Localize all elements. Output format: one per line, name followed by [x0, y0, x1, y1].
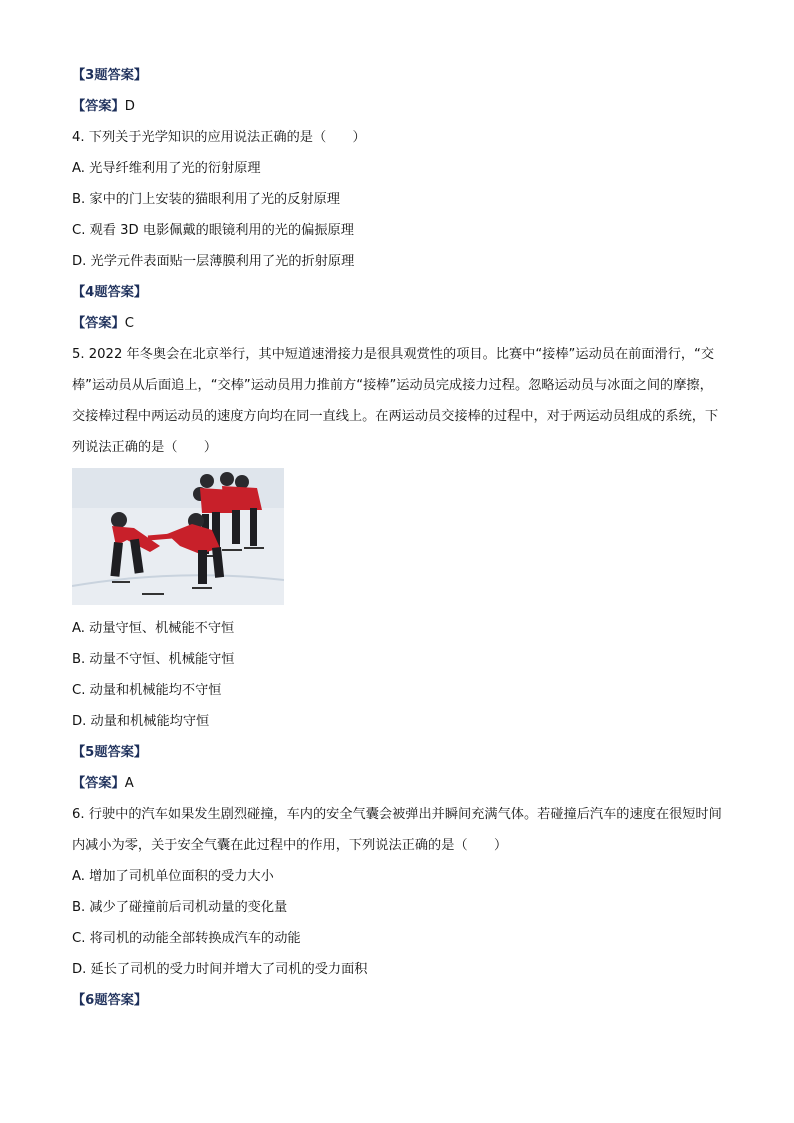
q5-option-c: C. 动量和机械能均不守恒 — [72, 683, 222, 698]
q4-stem: 4. 下列关于光学知识的应用说法正确的是（ ） — [72, 130, 366, 145]
answer-value: C — [124, 316, 134, 331]
q5-stem: 5. 2022 年冬奥会在北京举行，其中短道速滑接力是很具观赏性的项目。比赛中“接棒”运动员在前面滑行，“交棒”运动员从后面追上，“交棒”运动员用力推前方“接棒”运动员完成接力过程。忽略运动员与冰面之间的摩擦，交接棒过程中两运动员的速度方向均在同一直线上。在两运动员交接棒的过程中，对于两运动员组成的系统，下列说法正确的是（ ） — [72, 347, 719, 455]
speed-skating-relay-photo — [72, 468, 284, 605]
q6-answer-header: 【6题答案】 — [72, 993, 148, 1008]
q6-option-c: C. 将司机的动能全部转换成汽车的动能 — [72, 931, 301, 946]
q4-option-b: B. 家中的门上安装的猫眼利用了光的反射原理 — [72, 192, 340, 207]
q6-option-b: B. 减少了碰撞前后司机动量的变化量 — [72, 900, 288, 915]
document-page — [72, 60, 722, 1016]
answer-label: 【答案】 — [72, 99, 125, 114]
q4-option-a: A. 光导纤维利用了光的衍射原理 — [72, 161, 261, 176]
q5-option-a: A. 动量守恒、机械能不守恒 — [72, 621, 235, 636]
q4-answer — [72, 308, 722, 339]
q6-option-d: D. 延长了司机的受力时间并增大了司机的受力面积 — [72, 962, 368, 977]
q6-option-a: A. 增加了司机单位面积的受力大小 — [72, 869, 274, 884]
answer-label: 【答案】 — [72, 776, 125, 791]
q4-answer-header: 【4题答案】 — [72, 285, 148, 300]
q4-option-d: D. 光学元件表面贴一层薄膜利用了光的折射原理 — [72, 254, 355, 269]
answer-value: D — [124, 99, 135, 114]
q5-option-d: D. 动量和机械能均守恒 — [72, 714, 210, 729]
q3-answer-header: 【3题答案】 — [72, 68, 148, 83]
q6-stem: 6. 行驶中的汽车如果发生剧烈碰撞，车内的安全气囊会被弹出并瞬间充满气体。若碰撞后汽车的速度在很短时间内减小为零，关于安全气囊在此过程中的作用，下列说法正确的是（ ） — [72, 807, 722, 853]
q5-answer — [72, 768, 722, 799]
q5-answer-header: 【5题答案】 — [72, 745, 148, 760]
answer-label: 【答案】 — [72, 316, 125, 331]
q3-answer — [72, 91, 722, 122]
answer-value: A — [124, 776, 134, 791]
q5-option-b: B. 动量不守恒、机械能守恒 — [72, 652, 235, 667]
q4-option-c: C. 观看 3D 电影佩戴的眼镜利用的光的偏振原理 — [72, 223, 354, 238]
